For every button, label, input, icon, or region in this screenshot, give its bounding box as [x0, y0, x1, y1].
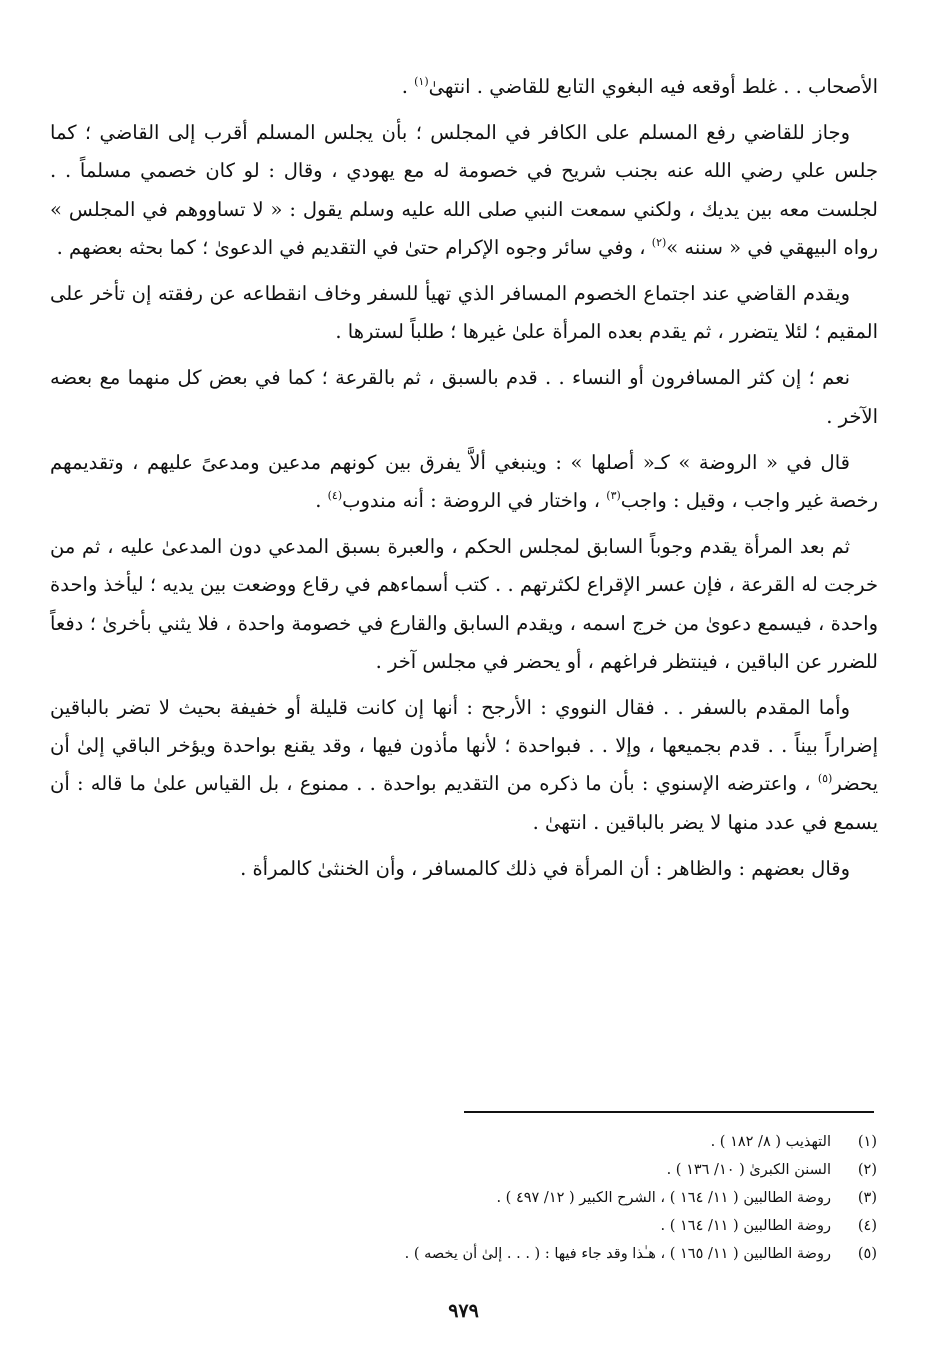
- main-text: [50, 68, 878, 896]
- footnote-text: روضة الطالبين ( ١١/ ١٦٤ ) ، الشرح الكبير ( ١٢/ ٤٩٧ ) .: [496, 1190, 831, 1206]
- paragraph: [50, 68, 878, 106]
- footnote-text: روضة الطالبين ( ١١/ ١٦٤ ) .: [660, 1218, 831, 1234]
- footnote-reference: (٤): [327, 489, 343, 503]
- footnote-text: التهذيب ( ٨/ ١٨٢ ) .: [710, 1134, 831, 1150]
- text-run: نعم ؛ إن كثر المسافرون أو النساء . . قدم بالسبق ، ثم بالقرعة ؛ كما في بعض كل منهما مع بعضه الآخر .: [50, 366, 878, 428]
- footnote-reference: (١): [414, 75, 429, 88]
- footnote-reference: (٢): [651, 235, 667, 249]
- paragraph: [50, 359, 878, 435]
- text-run: قال في « الروضة » كـ« أصلها » : وينبغي ألاَّ يفرق بين كونهم مدعين ومدعىً عليهم ، وتقديمهم رخصة غير واجب ، وقيل : واجب: [50, 450, 878, 513]
- text-run: ثم بعد المرأة يقدم وجوباً السابق لمجلس الحكم ، والعبرة بسبق المدعي دون المدعىٰ عليه ، ثم من خرجت له القرعة ، فإن عسر الإقراع لكثرتهم . . كتب أسماءهم في رقاع ووضعت بين يديه ؛ ليأخذ واحدة واحدة ، فيسمع دعوىٰ من خرج اسمه ، ويقدم السابق والقارع في خصومة واحدة ، فلا يثني بأخرىٰ ؛ دفعاً للضرر عن الباقين ، فينتظر فراغهم ، أو يحضر في مجلس آخر .: [50, 535, 878, 673]
- text-run: ، واختار في الروضة : أنه مندوب: [342, 489, 607, 513]
- footnote-number: (٣): [857, 1190, 877, 1206]
- footnote: [49, 1240, 877, 1268]
- paragraph: [50, 444, 878, 520]
- footnote-number: (٥): [857, 1246, 877, 1262]
- paragraph: [50, 689, 878, 842]
- footnote: [49, 1128, 877, 1156]
- paragraph: [50, 275, 878, 351]
- paragraph: [50, 850, 878, 888]
- footnote: [49, 1156, 877, 1184]
- text-run: وأما المقدم بالسفر . . فقال النووي : الأرجح : أنها إن كانت قليلة أو خفيفة بحيث لا تضر بالباقين إضراراً بيناً . . قدم بجميعها ، وإلا . . فبواحدة ؛ لأنها مأذون فيها ، وقد يقنع بواحدة ويؤخر الباقي إلىٰ أن يحضر: [50, 696, 879, 796]
- footnote-reference: (٣): [606, 489, 621, 503]
- text-run: .: [401, 75, 415, 98]
- text-run: الأصحاب . . غلط أوقعه فيه البغوي التابع للقاضي . انتهىٰ: [428, 75, 878, 98]
- footnote-divider: [464, 1111, 874, 1113]
- footnote: [49, 1212, 877, 1240]
- footnote-text: السنن الكبرىٰ ( ١٠/ ١٣٦ ) .: [666, 1162, 831, 1178]
- page-number: ٩٧٩: [448, 1300, 479, 1322]
- text-run: ، وفي سائر وجوه الإكرام حتىٰ في التقديم في الدعوىٰ ؛ كما بحثه بعضهم .: [56, 235, 652, 259]
- paragraph: [50, 528, 878, 681]
- text-run: وقال بعضهم : والظاهر : أن المرأة في ذلك كالمسافر ، وأن الخنثىٰ كالمرأة .: [240, 856, 850, 880]
- text-run: ، واعترضه الإسنوي : بأن ما ذكره من التقديم بواحدة . . ممنوع ، بل القياس علىٰ ما قاله : أن يسمع في عدد منها لا يضر بالباقين . انتهىٰ .: [50, 772, 878, 834]
- paragraph: [50, 114, 878, 267]
- text-run: ويقدم القاضي عند اجتماع الخصوم المسافر الذي تهيأ للسفر وخاف انقطاعه عن رفقته إن تأخر على المقيم ؛ لئلا يتضرر ، ثم يقدم بعده المرأة علىٰ غيرها ؛ طلباً لسترها .: [50, 282, 878, 344]
- footnote-number: (٢): [857, 1162, 877, 1178]
- footnote-number: (١): [857, 1134, 877, 1150]
- footnotes: [49, 1128, 877, 1268]
- footnote-text: روضة الطالبين ( ١١/ ١٦٥ ) ، هـٰذا وقد جاء فيها : ( . . . إلىٰ أن يخصه ) .: [404, 1246, 831, 1262]
- footnote-reference: (٥): [817, 772, 833, 786]
- footnote-number: (٤): [857, 1218, 877, 1234]
- text-run: وجاز للقاضي رفع المسلم على الكافر في المجلس ؛ بأن يجلس المسلم أقرب إلى القاضي ؛ كما جلس علي رضي الله عنه بجنب شريح في خصومة له مع يهودي ، وقال : لو كان خصمي مسلماً . . لجلست معه بين يديك ، ولكني سمعت النبي صلى الله عليه وسلم يقول : « لا تساووهم في المجلس » رواه البيهقي في « سننه »: [50, 121, 878, 259]
- footnote: [49, 1184, 877, 1212]
- text-run: .: [315, 489, 328, 513]
